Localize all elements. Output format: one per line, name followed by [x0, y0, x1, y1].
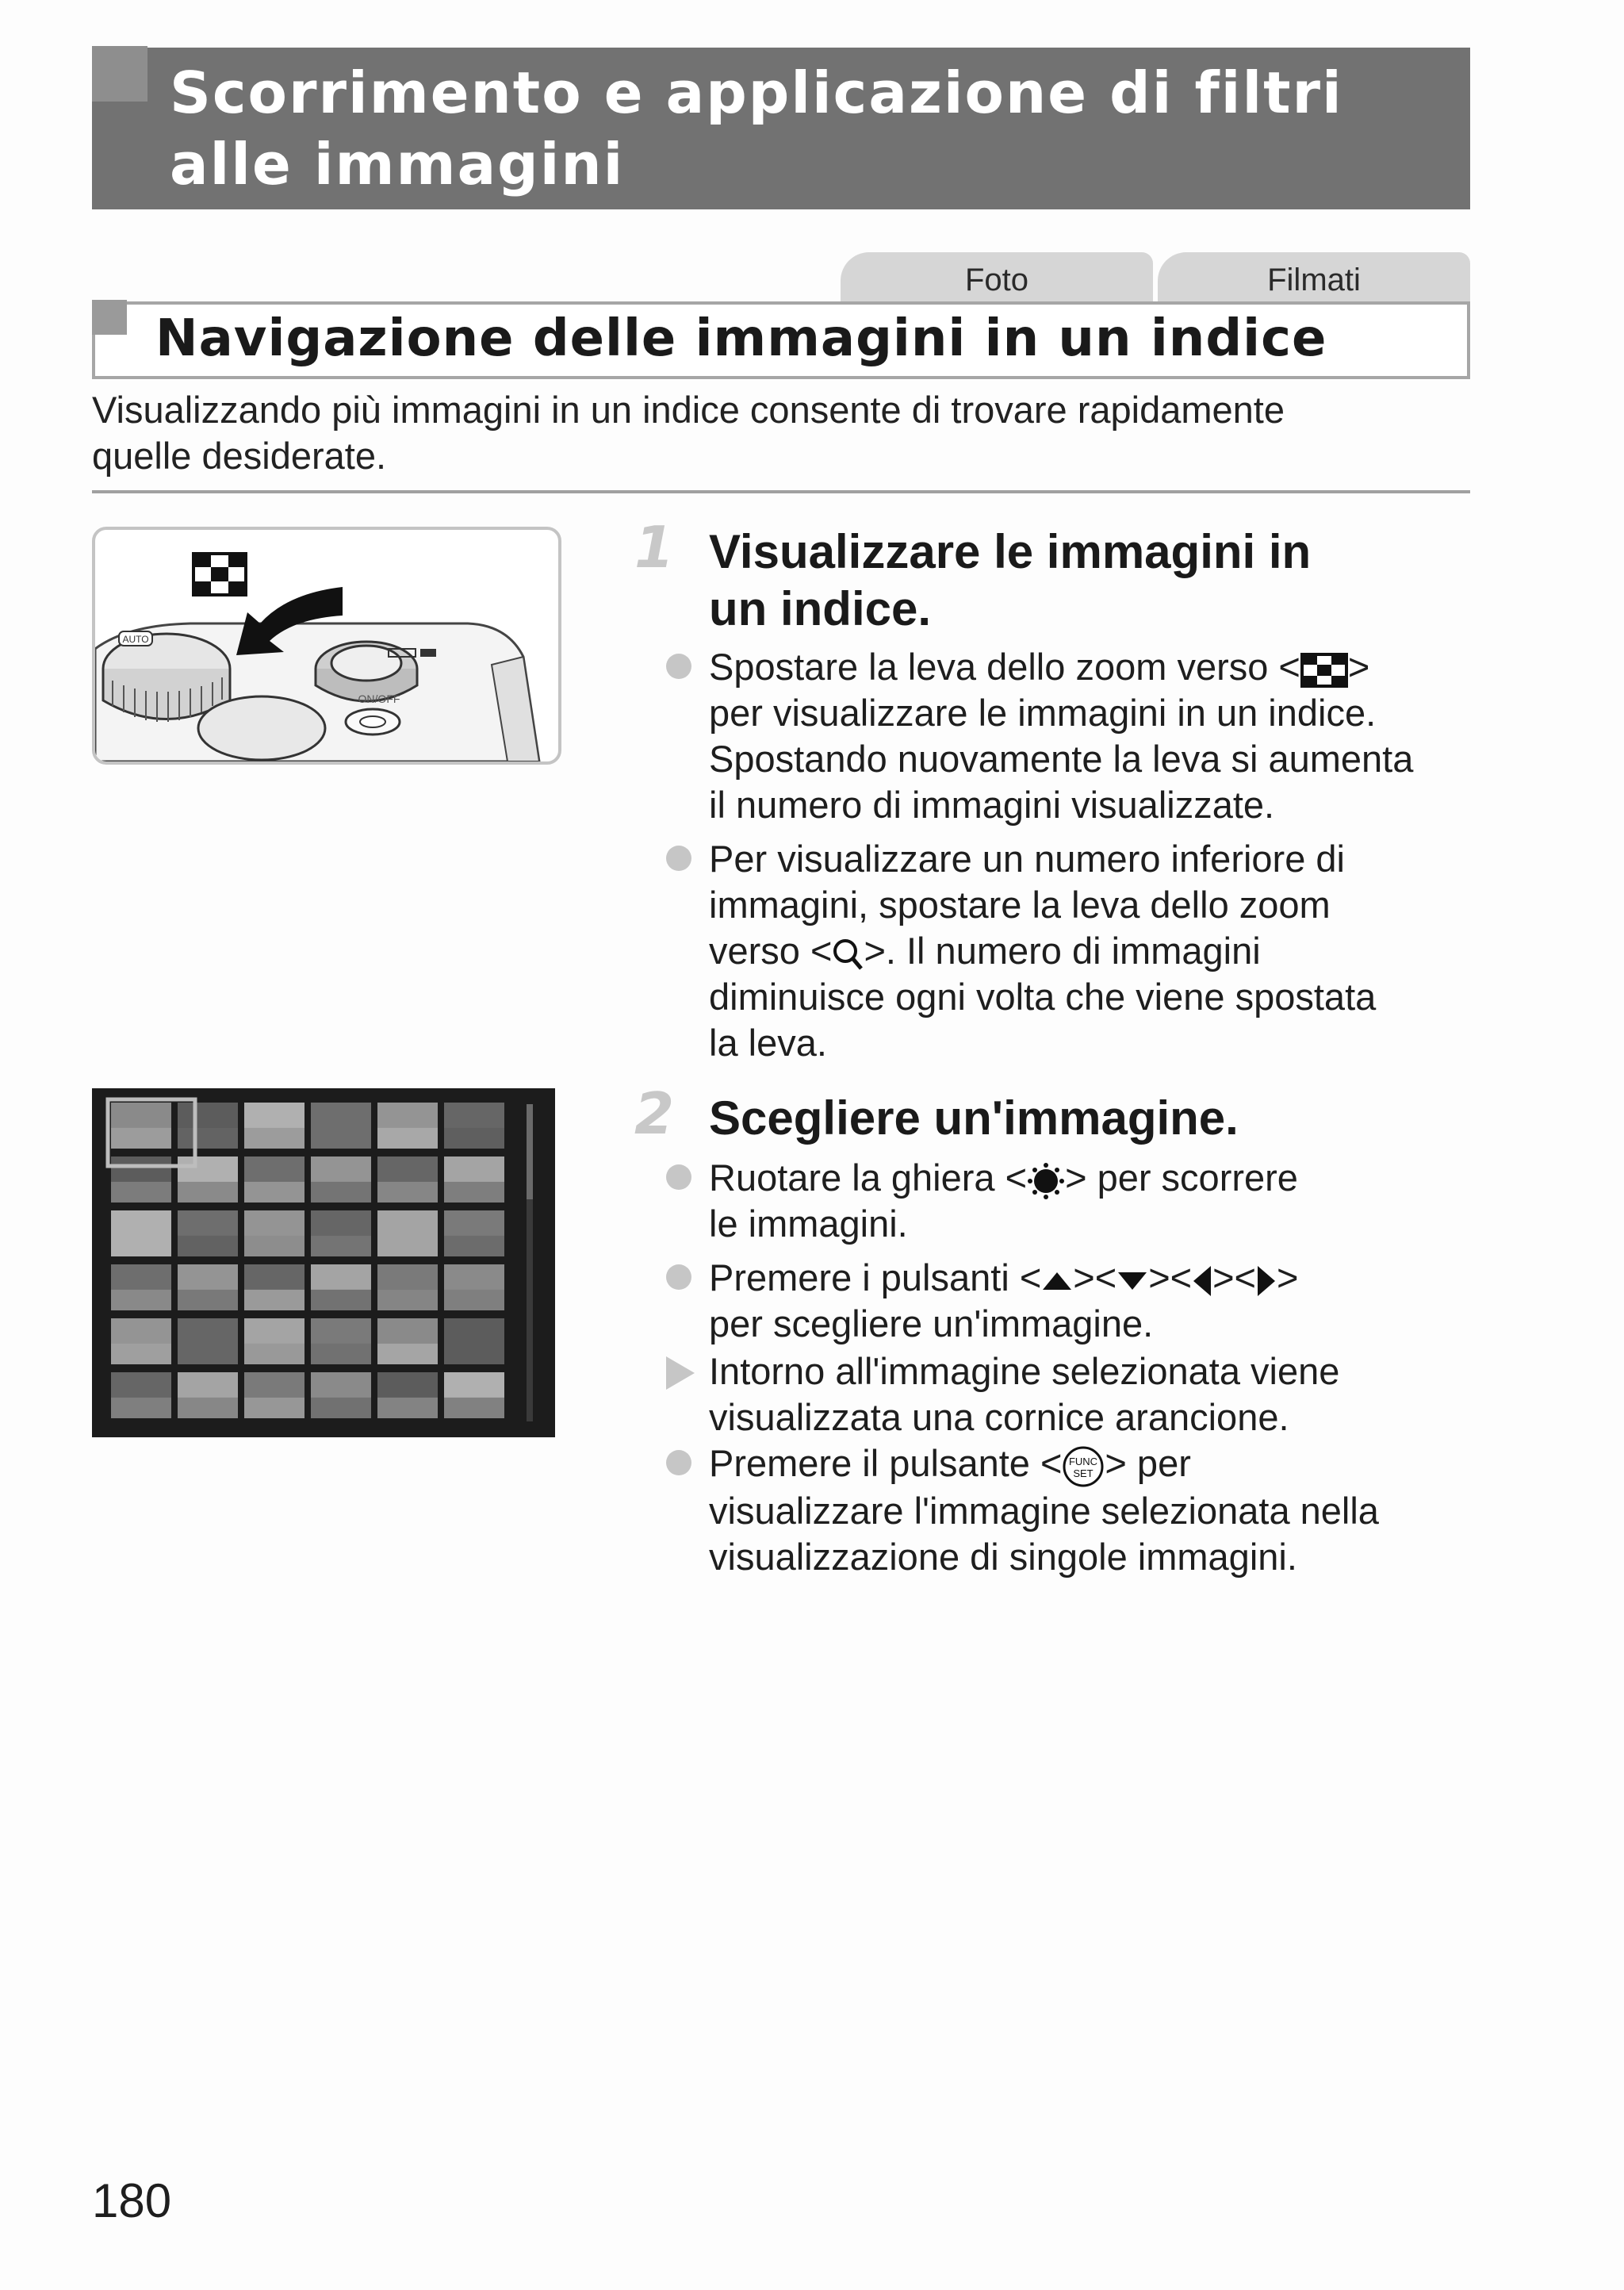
bullet-line: immagini, spostare la leva dello zoom: [709, 884, 1331, 926]
control-dial-icon: [1027, 1162, 1065, 1200]
arrow-left-icon: [1192, 1264, 1212, 1298]
func-label: FUNC: [1069, 1455, 1098, 1467]
thumbnail-detail: [377, 1182, 438, 1203]
section-intro: [92, 387, 1464, 479]
thumbnail-detail: [311, 1290, 371, 1310]
text-span: ><: [1073, 1256, 1117, 1298]
bullet-line: per visualizzare le immagini in un indice.: [709, 692, 1377, 734]
bullet-line: [709, 644, 1470, 690]
thumbnail-detail: [311, 1344, 371, 1364]
thumbnail-detail: [178, 1398, 238, 1418]
step-1-bullet-2: [709, 836, 1470, 1066]
thumbnail-detail: [111, 1182, 171, 1203]
zoom-lever-illustration: [92, 527, 561, 765]
step-2-title: Scegliere un'immagine.: [709, 1091, 1239, 1145]
text-span: verso <: [709, 930, 833, 972]
thumbnail-detail: [444, 1236, 504, 1256]
bullet-line: visualizzata una cornice arancione.: [709, 1396, 1289, 1438]
thumbnail-detail: [311, 1128, 371, 1149]
thumbnail-detail: [111, 1128, 171, 1149]
step-2-bullet-3: [709, 1440, 1470, 1580]
step-1-title: [709, 524, 1470, 638]
thumbnail-detail: [444, 1128, 504, 1149]
bullet-line: per scegliere un'immagine.: [709, 1302, 1154, 1344]
section-title: Navigazione delle immagini in un indice: [155, 309, 1327, 368]
thumbnail-detail: [244, 1290, 304, 1310]
camera-top-drawing: [95, 530, 558, 761]
text-span: >: [1277, 1256, 1299, 1298]
bullet-dot: [666, 654, 691, 679]
intro-line1: Visualizzando più immagini in un indice consente di trovare rapidamente: [92, 389, 1285, 431]
bullet-line: diminuisce ogni volta che viene spostata: [709, 976, 1377, 1018]
thumbnail-detail: [377, 1344, 438, 1364]
index-thumbnail-grid: [92, 1088, 555, 1437]
thumbnail-detail: [178, 1290, 238, 1310]
chapter-title: [170, 57, 1438, 200]
thumbnail-detail: [311, 1398, 371, 1418]
bullet-line: Per visualizzare un numero inferiore di: [709, 838, 1345, 880]
thumbnail-detail: [244, 1236, 304, 1256]
thumbnail-detail: [244, 1128, 304, 1149]
bullet-line: Spostando nuovamente la leva si aumenta: [709, 738, 1414, 780]
set-label: SET: [1073, 1467, 1094, 1479]
index-grid-icon: [193, 554, 246, 595]
thumbnail-detail: [178, 1182, 238, 1203]
text-span: ><: [1148, 1256, 1193, 1298]
thumbnail-detail: [444, 1182, 504, 1203]
arrow-right-icon: [1256, 1264, 1277, 1298]
text-span: Premere il pulsante <: [709, 1442, 1063, 1484]
step-2-bullet-2: [709, 1255, 1470, 1347]
thumbnail-detail: [111, 1398, 171, 1418]
bullet-dot: [666, 1264, 691, 1290]
thumbnail-detail: [111, 1290, 171, 1310]
thumbnail-detail: [178, 1236, 238, 1256]
chapter-title-line1: Scorrimento e applicazione di filtri: [170, 59, 1343, 126]
bullet-dot: [666, 1164, 691, 1190]
text-span: >: [1347, 646, 1370, 688]
section-divider: [92, 490, 1470, 493]
bullet-line: [709, 928, 1470, 974]
bullet-line: [709, 1155, 1470, 1201]
thumbnail-detail: [377, 1398, 438, 1418]
step-1-bullet-1: [709, 644, 1470, 828]
thumbnail-detail: [444, 1344, 504, 1364]
thumbnail-detail: [377, 1128, 438, 1149]
bullet-line: [709, 1440, 1470, 1488]
result-arrow-icon: [666, 1356, 695, 1390]
page-number: 180: [92, 2174, 172, 2227]
thumbnail-detail: [178, 1344, 238, 1364]
thumbnail-detail: [111, 1236, 171, 1256]
arrow-up-icon: [1041, 1269, 1073, 1293]
thumbnail-detail: [444, 1290, 504, 1310]
bullet-dot: [666, 1450, 691, 1475]
magnify-icon: [832, 937, 864, 972]
thumbnail-detail: [244, 1398, 304, 1418]
bullet-dot: [666, 846, 691, 871]
index-grid-icon: [1300, 653, 1348, 688]
bullet-line: visualizzazione di singole immagini.: [709, 1535, 1297, 1578]
scrollbar-thumb: [527, 1104, 533, 1199]
intro-line2: quelle desiderate.: [92, 435, 387, 477]
bullet-line: le immagini.: [709, 1203, 908, 1245]
thumbnail-detail: [178, 1128, 238, 1149]
func-set-icon: [1062, 1445, 1105, 1488]
step-1-number: 1: [634, 514, 675, 581]
bullet-line: visualizzare l'immagine selezionata nella: [709, 1489, 1379, 1532]
text-span: Ruotare la ghiera <: [709, 1157, 1028, 1199]
text-span: > per: [1105, 1442, 1191, 1484]
text-span: ><: [1212, 1256, 1257, 1298]
bullet-line: il numero di immagini visualizzate.: [709, 784, 1275, 826]
thumbnail-detail: [311, 1236, 371, 1256]
chapter-title-line2: alle immagini: [170, 131, 625, 198]
text-span: > per scorrere: [1065, 1157, 1298, 1199]
step-2-number: 2: [634, 1080, 675, 1147]
text-span: >. Il numero di immagini: [864, 930, 1261, 972]
bullet-line: la leva.: [709, 1022, 827, 1064]
bullet-line: [709, 1255, 1470, 1301]
section-corner-square: [92, 300, 127, 335]
thumbnail-detail: [244, 1182, 304, 1203]
step-1-title-line1: Visualizzare le immagini in: [709, 525, 1312, 578]
title-corner-square: [92, 46, 147, 102]
text-span: Premere i pulsanti <: [709, 1256, 1042, 1298]
thumbnail-detail: [444, 1398, 504, 1418]
thumbnail-detail: [377, 1236, 438, 1256]
thumbnail-detail: [311, 1182, 371, 1203]
thumbnail-detail: [377, 1290, 438, 1310]
tab-foto: Foto: [841, 252, 1153, 301]
arrow-down-icon: [1116, 1269, 1148, 1293]
dial-auto-label: AUTO: [122, 634, 149, 645]
bullet-line: Intorno all'immagine selezionata viene: [709, 1350, 1340, 1392]
thumbnail-detail: [111, 1344, 171, 1364]
step-2-bullet-1: [709, 1155, 1470, 1247]
text-span: Spostare la leva dello zoom verso <: [709, 646, 1300, 688]
onoff-label: ON/OFF: [358, 692, 400, 705]
step-2-result: [709, 1348, 1470, 1440]
step-1-title-line2: un indice.: [709, 582, 932, 635]
tab-filmati: Filmati: [1158, 252, 1470, 301]
thumbnail-detail: [244, 1344, 304, 1364]
index-display-illustration: [92, 1088, 555, 1437]
